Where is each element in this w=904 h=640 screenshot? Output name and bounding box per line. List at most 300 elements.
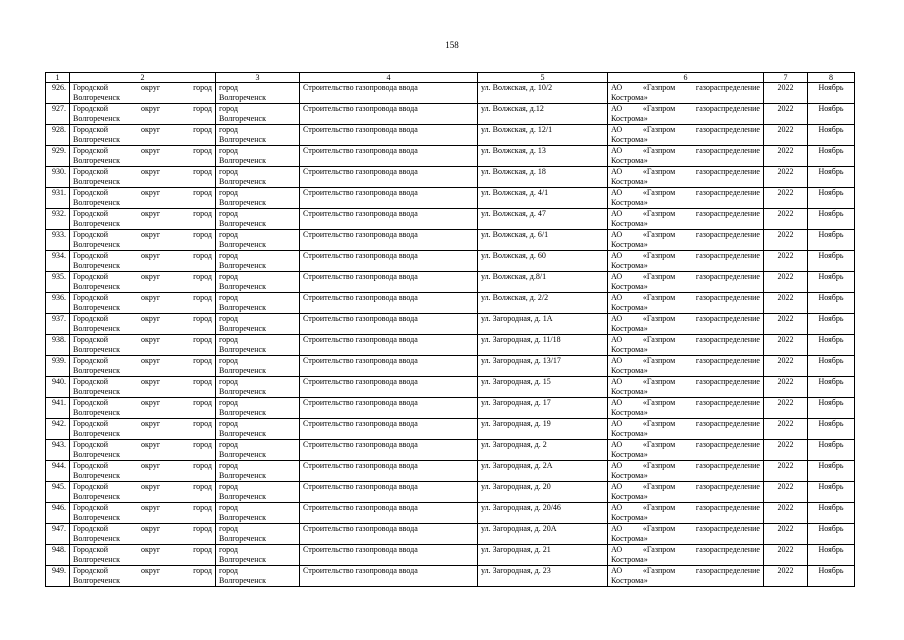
work-type-cell: Строительство газопровода ввода (300, 398, 478, 419)
organization-cell (608, 83, 764, 104)
organization-word: АО (611, 335, 623, 344)
month-cell: Ноябрь (808, 440, 855, 461)
locality-line1: город (219, 377, 238, 386)
locality-line2: Волгореченск (219, 135, 266, 144)
locality-line2: Волгореченск (219, 240, 266, 249)
district-word: округ (141, 545, 161, 554)
organization-line1 (611, 419, 760, 429)
organization-word: газораспределение (695, 335, 760, 344)
organization-line1 (611, 167, 760, 177)
work-type-cell: Строительство газопровода ввода (300, 461, 478, 482)
table-row (46, 545, 855, 566)
column-header: 2 (70, 73, 216, 83)
district-cell (70, 545, 216, 566)
locality-line1: город (219, 293, 238, 302)
organization-word: газораспределение (695, 419, 760, 428)
organization-word: «Газпром (642, 125, 676, 134)
locality-line1: город (219, 125, 238, 134)
table-row (46, 188, 855, 209)
work-type-cell: Строительство газопровода ввода (300, 272, 478, 293)
address-cell: ул. Загородная, д. 11/18 (478, 335, 608, 356)
organization-word: газораспределение (695, 566, 760, 575)
district-line1 (73, 167, 212, 177)
district-word: Городской (73, 209, 109, 218)
district-word: округ (141, 146, 161, 155)
locality-cell (216, 188, 300, 209)
district-line1 (73, 482, 212, 492)
address-cell: ул. Волжская, д. 10/2 (478, 83, 608, 104)
district-line2: Волгореченск (73, 198, 120, 207)
organization-word: газораспределение (695, 209, 760, 218)
district-word: Городской (73, 503, 109, 512)
locality-line2: Волгореченск (219, 198, 266, 207)
organization-word: «Газпром (642, 335, 676, 344)
organization-cell (608, 419, 764, 440)
district-line2: Волгореченск (73, 576, 120, 585)
district-word: округ (141, 419, 161, 428)
district-word: Городской (73, 125, 109, 134)
address-cell: ул. Волжская, д. 18 (478, 167, 608, 188)
organization-cell (608, 125, 764, 146)
organization-line2: Кострома» (611, 555, 648, 564)
year-cell: 2022 (764, 293, 808, 314)
district-word: округ (141, 251, 161, 260)
district-line2: Волгореченск (73, 282, 120, 291)
locality-line2: Волгореченск (219, 156, 266, 165)
organization-line1 (611, 125, 760, 135)
organization-word: АО (611, 272, 623, 281)
table-row (46, 146, 855, 167)
year-cell: 2022 (764, 314, 808, 335)
district-word: Городской (73, 419, 109, 428)
table-body (46, 73, 855, 587)
register-table (45, 72, 855, 587)
locality-cell (216, 125, 300, 146)
organization-word: АО (611, 482, 623, 491)
organization-word: АО (611, 377, 623, 386)
district-word: Городской (73, 524, 109, 533)
district-line2: Волгореченск (73, 513, 120, 522)
district-cell (70, 83, 216, 104)
month-cell: Ноябрь (808, 251, 855, 272)
district-word: город (193, 503, 212, 512)
organization-word: газораспределение (695, 272, 760, 281)
organization-word: «Газпром (642, 293, 676, 302)
organization-word: газораспределение (695, 188, 760, 197)
row-number: 944. (46, 461, 70, 482)
locality-line1: город (219, 482, 238, 491)
organization-line1 (611, 146, 760, 156)
organization-word: газораспределение (695, 398, 760, 407)
organization-word: «Газпром (642, 524, 676, 533)
organization-word: газораспределение (695, 482, 760, 491)
district-word: округ (141, 398, 161, 407)
district-cell (70, 167, 216, 188)
address-cell: ул. Волжская, д. 12/1 (478, 125, 608, 146)
month-cell: Ноябрь (808, 104, 855, 125)
locality-cell (216, 146, 300, 167)
organization-word: «Газпром (642, 398, 676, 407)
district-word: город (193, 377, 212, 386)
year-cell: 2022 (764, 188, 808, 209)
district-line1 (73, 104, 212, 114)
month-cell: Ноябрь (808, 209, 855, 230)
organization-cell (608, 482, 764, 503)
district-line1 (73, 209, 212, 219)
address-cell: ул. Волжская, д. 60 (478, 251, 608, 272)
organization-word: газораспределение (695, 545, 760, 554)
district-word: Городской (73, 566, 109, 575)
year-cell: 2022 (764, 419, 808, 440)
district-word: город (193, 125, 212, 134)
year-cell: 2022 (764, 167, 808, 188)
organization-line2: Кострома» (611, 387, 648, 396)
organization-word: «Газпром (642, 104, 676, 113)
year-cell: 2022 (764, 230, 808, 251)
organization-cell (608, 461, 764, 482)
year-cell: 2022 (764, 83, 808, 104)
organization-word: АО (611, 398, 623, 407)
district-line2: Волгореченск (73, 177, 120, 186)
district-word: Городской (73, 251, 109, 260)
month-cell: Ноябрь (808, 461, 855, 482)
work-type-cell: Строительство газопровода ввода (300, 524, 478, 545)
month-cell: Ноябрь (808, 188, 855, 209)
organization-cell (608, 167, 764, 188)
organization-word: газораспределение (695, 104, 760, 113)
district-line2: Волгореченск (73, 387, 120, 396)
organization-cell (608, 377, 764, 398)
district-word: Городской (73, 104, 109, 113)
row-number: 936. (46, 293, 70, 314)
district-word: округ (141, 209, 161, 218)
organization-word: АО (611, 125, 623, 134)
table-row (46, 209, 855, 230)
district-word: город (193, 461, 212, 470)
organization-cell (608, 503, 764, 524)
month-cell: Ноябрь (808, 230, 855, 251)
organization-word: газораспределение (695, 503, 760, 512)
address-cell: ул. Загородная, д. 13/17 (478, 356, 608, 377)
column-header: 5 (478, 73, 608, 83)
organization-cell (608, 293, 764, 314)
work-type-cell: Строительство газопровода ввода (300, 167, 478, 188)
organization-word: «Газпром (642, 83, 676, 92)
month-cell: Ноябрь (808, 314, 855, 335)
district-line1 (73, 125, 212, 135)
work-type-cell: Строительство газопровода ввода (300, 377, 478, 398)
locality-line2: Волгореченск (219, 303, 266, 312)
district-line1 (73, 188, 212, 198)
address-cell: ул. Загородная, д. 2А (478, 461, 608, 482)
address-cell: ул. Загородная, д. 19 (478, 419, 608, 440)
locality-line2: Волгореченск (219, 492, 266, 501)
column-header: 4 (300, 73, 478, 83)
month-cell: Ноябрь (808, 524, 855, 545)
organization-word: газораспределение (695, 167, 760, 176)
year-cell: 2022 (764, 545, 808, 566)
organization-word: АО (611, 503, 623, 512)
row-number: 941. (46, 398, 70, 419)
locality-cell (216, 461, 300, 482)
locality-line2: Волгореченск (219, 429, 266, 438)
organization-cell (608, 356, 764, 377)
month-cell: Ноябрь (808, 167, 855, 188)
month-cell: Ноябрь (808, 482, 855, 503)
column-header: 7 (764, 73, 808, 83)
organization-line2: Кострома» (611, 303, 648, 312)
district-line1 (73, 251, 212, 261)
work-type-cell: Строительство газопровода ввода (300, 104, 478, 125)
month-cell: Ноябрь (808, 356, 855, 377)
district-word: округ (141, 377, 161, 386)
organization-word: АО (611, 167, 623, 176)
organization-line2: Кострома» (611, 345, 648, 354)
organization-line1 (611, 251, 760, 261)
locality-line2: Волгореченск (219, 114, 266, 123)
locality-cell (216, 356, 300, 377)
organization-cell (608, 524, 764, 545)
district-line2: Волгореченск (73, 135, 120, 144)
locality-line2: Волгореченск (219, 555, 266, 564)
locality-line1: город (219, 104, 238, 113)
district-line2: Волгореченск (73, 324, 120, 333)
district-cell (70, 104, 216, 125)
year-cell: 2022 (764, 440, 808, 461)
locality-cell (216, 104, 300, 125)
locality-cell (216, 398, 300, 419)
locality-line2: Волгореченск (219, 576, 266, 585)
district-line1 (73, 524, 212, 534)
organization-word: газораспределение (695, 440, 760, 449)
organization-line2: Кострома» (611, 198, 648, 207)
locality-line1: город (219, 314, 238, 323)
work-type-cell: Строительство газопровода ввода (300, 545, 478, 566)
organization-cell (608, 398, 764, 419)
month-cell: Ноябрь (808, 146, 855, 167)
locality-line2: Волгореченск (219, 534, 266, 543)
district-line1 (73, 398, 212, 408)
organization-line2: Кострома» (611, 114, 648, 123)
table-row (46, 566, 855, 587)
locality-cell (216, 524, 300, 545)
locality-line1: город (219, 524, 238, 533)
table-row (46, 83, 855, 104)
month-cell: Ноябрь (808, 272, 855, 293)
organization-line2: Кострома» (611, 450, 648, 459)
district-line1 (73, 545, 212, 555)
table-row (46, 251, 855, 272)
district-cell (70, 146, 216, 167)
table-row (46, 419, 855, 440)
district-word: город (193, 356, 212, 365)
district-line1 (73, 419, 212, 429)
locality-line1: город (219, 83, 238, 92)
locality-line2: Волгореченск (219, 387, 266, 396)
work-type-cell: Строительство газопровода ввода (300, 335, 478, 356)
row-number: 940. (46, 377, 70, 398)
district-line1 (73, 146, 212, 156)
organization-word: АО (611, 104, 623, 113)
district-word: Городской (73, 377, 109, 386)
organization-word: «Газпром (642, 482, 676, 491)
row-number: 935. (46, 272, 70, 293)
organization-line1 (611, 83, 760, 93)
locality-cell (216, 335, 300, 356)
district-line2: Волгореченск (73, 93, 120, 102)
row-number: 927. (46, 104, 70, 125)
work-type-cell: Строительство газопровода ввода (300, 83, 478, 104)
organization-word: АО (611, 419, 623, 428)
district-line1 (73, 335, 212, 345)
organization-cell (608, 251, 764, 272)
district-word: город (193, 482, 212, 491)
organization-line2: Кострома» (611, 240, 648, 249)
district-word: город (193, 209, 212, 218)
organization-word: «Газпром (642, 461, 676, 470)
table-row (46, 314, 855, 335)
district-word: округ (141, 440, 161, 449)
year-cell: 2022 (764, 272, 808, 293)
year-cell: 2022 (764, 335, 808, 356)
district-line2: Волгореченск (73, 366, 120, 375)
organization-word: АО (611, 314, 623, 323)
row-number: 933. (46, 230, 70, 251)
district-line1 (73, 566, 212, 576)
month-cell: Ноябрь (808, 377, 855, 398)
district-word: округ (141, 482, 161, 491)
organization-line1 (611, 524, 760, 534)
organization-word: АО (611, 293, 623, 302)
district-word: Городской (73, 272, 109, 281)
district-word: Городской (73, 146, 109, 155)
organization-word: газораспределение (695, 251, 760, 260)
district-word: Городской (73, 188, 109, 197)
district-line2: Волгореченск (73, 156, 120, 165)
organization-word: АО (611, 440, 623, 449)
row-number: 932. (46, 209, 70, 230)
organization-line1 (611, 209, 760, 219)
locality-line2: Волгореченск (219, 345, 266, 354)
year-cell: 2022 (764, 524, 808, 545)
district-word: город (193, 167, 212, 176)
district-cell (70, 377, 216, 398)
year-cell: 2022 (764, 356, 808, 377)
address-cell: ул. Волжская, д.8/1 (478, 272, 608, 293)
district-word: округ (141, 230, 161, 239)
district-word: округ (141, 461, 161, 470)
district-line2: Волгореченск (73, 114, 120, 123)
organization-line1 (611, 461, 760, 471)
table-row (46, 335, 855, 356)
table-row (46, 461, 855, 482)
month-cell: Ноябрь (808, 398, 855, 419)
organization-cell (608, 440, 764, 461)
locality-cell (216, 503, 300, 524)
organization-line1 (611, 356, 760, 366)
locality-line1: город (219, 167, 238, 176)
district-cell (70, 398, 216, 419)
district-word: Городской (73, 83, 109, 92)
column-header: 3 (216, 73, 300, 83)
year-cell: 2022 (764, 146, 808, 167)
organization-word: «Газпром (642, 272, 676, 281)
district-cell (70, 314, 216, 335)
district-word: Городской (73, 356, 109, 365)
organization-line2: Кострома» (611, 135, 648, 144)
locality-cell (216, 230, 300, 251)
row-number: 937. (46, 314, 70, 335)
district-cell (70, 440, 216, 461)
district-cell (70, 482, 216, 503)
table-row (46, 377, 855, 398)
address-cell: ул. Загородная, д. 15 (478, 377, 608, 398)
locality-cell (216, 83, 300, 104)
district-word: город (193, 146, 212, 155)
month-cell: Ноябрь (808, 293, 855, 314)
locality-line1: город (219, 272, 238, 281)
organization-line2: Кострома» (611, 324, 648, 333)
organization-line2: Кострома» (611, 576, 648, 585)
district-cell (70, 125, 216, 146)
district-word: округ (141, 356, 161, 365)
locality-line2: Волгореченск (219, 93, 266, 102)
district-word: город (193, 293, 212, 302)
district-line2: Волгореченск (73, 471, 120, 480)
district-cell (70, 461, 216, 482)
month-cell: Ноябрь (808, 545, 855, 566)
locality-line1: город (219, 461, 238, 470)
district-cell (70, 356, 216, 377)
year-cell: 2022 (764, 482, 808, 503)
organization-word: «Газпром (642, 146, 676, 155)
month-cell: Ноябрь (808, 125, 855, 146)
district-cell (70, 251, 216, 272)
page-number: 158 (445, 40, 459, 50)
table-row (46, 398, 855, 419)
organization-line1 (611, 545, 760, 555)
organization-word: АО (611, 356, 623, 365)
district-cell (70, 419, 216, 440)
district-line2: Волгореченск (73, 345, 120, 354)
organization-word: «Газпром (642, 545, 676, 554)
work-type-cell: Строительство газопровода ввода (300, 188, 478, 209)
organization-line2: Кострома» (611, 471, 648, 480)
locality-cell (216, 440, 300, 461)
locality-cell (216, 209, 300, 230)
table-row (46, 356, 855, 377)
organization-line2: Кострома» (611, 513, 648, 522)
work-type-cell: Строительство газопровода ввода (300, 146, 478, 167)
locality-line1: город (219, 209, 238, 218)
organization-word: АО (611, 230, 623, 239)
organization-cell (608, 146, 764, 167)
table-row (46, 230, 855, 251)
district-word: Городской (73, 335, 109, 344)
district-word: округ (141, 167, 161, 176)
header-row (46, 73, 855, 83)
organization-word: АО (611, 524, 623, 533)
organization-word: «Газпром (642, 377, 676, 386)
row-number: 946. (46, 503, 70, 524)
organization-line2: Кострома» (611, 366, 648, 375)
district-line1 (73, 377, 212, 387)
district-line1 (73, 440, 212, 450)
locality-line2: Волгореченск (219, 450, 266, 459)
organization-word: АО (611, 188, 623, 197)
organization-line1 (611, 566, 760, 576)
organization-word: «Газпром (642, 356, 676, 365)
